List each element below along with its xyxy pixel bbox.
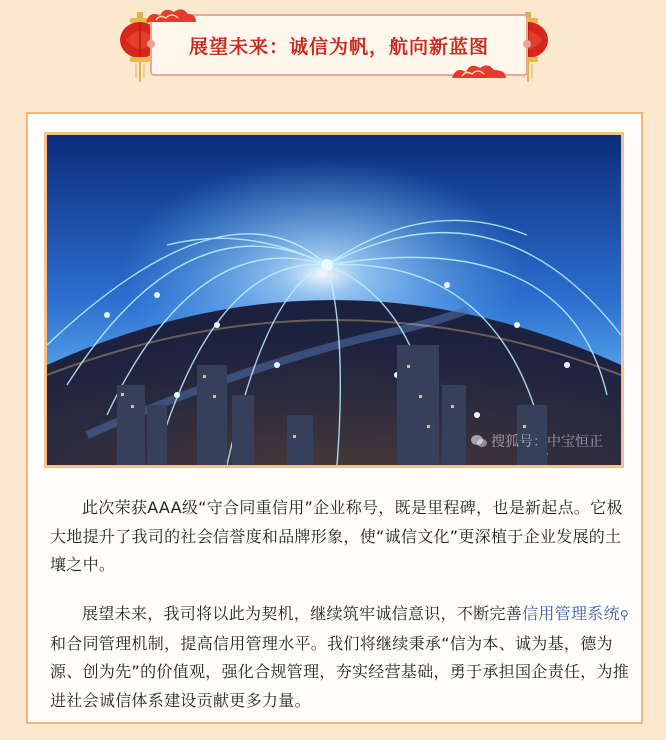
- city-network-photo: [44, 132, 624, 468]
- credit-system-link[interactable]: 信用管理系统: [522, 604, 620, 623]
- cloud-left-icon: [144, 4, 198, 24]
- search-icon[interactable]: ⚲: [619, 608, 630, 622]
- cloud-right-icon: [450, 60, 508, 80]
- paragraph-2: [50, 600, 630, 715]
- wechat-icon: [471, 434, 487, 448]
- photo-watermark: [471, 431, 603, 451]
- paragraph-1: 此次荣获AAA级“守合同重信用”企业称号，既是里程碑，也是新起点。它极大地提升了我司的社会信誉度和品牌形象，使“诚信文化”更深植于企业发展的土壤之中。: [50, 498, 623, 574]
- paragraph-2-part-2: 和合同管理机制，提高信用管理水平。我们将继续秉承“信为本、诚为基，德为源、创为先”的价值观，强化合规管理，夯实经营基础，勇于承担国企责任，为推进社会诚信体系建设贡献更多力量。: [50, 633, 630, 710]
- page-title: 展望未来：诚信为帆，航向新蓝图: [188, 35, 489, 58]
- paragraph-2-part-1: 展望未来，我司将以此为契机，继续筑牢诚信意识，不断完善: [82, 604, 523, 623]
- header-banner: [0, 0, 666, 92]
- watermark-text: 搜狐号：中宝恒正: [491, 434, 603, 450]
